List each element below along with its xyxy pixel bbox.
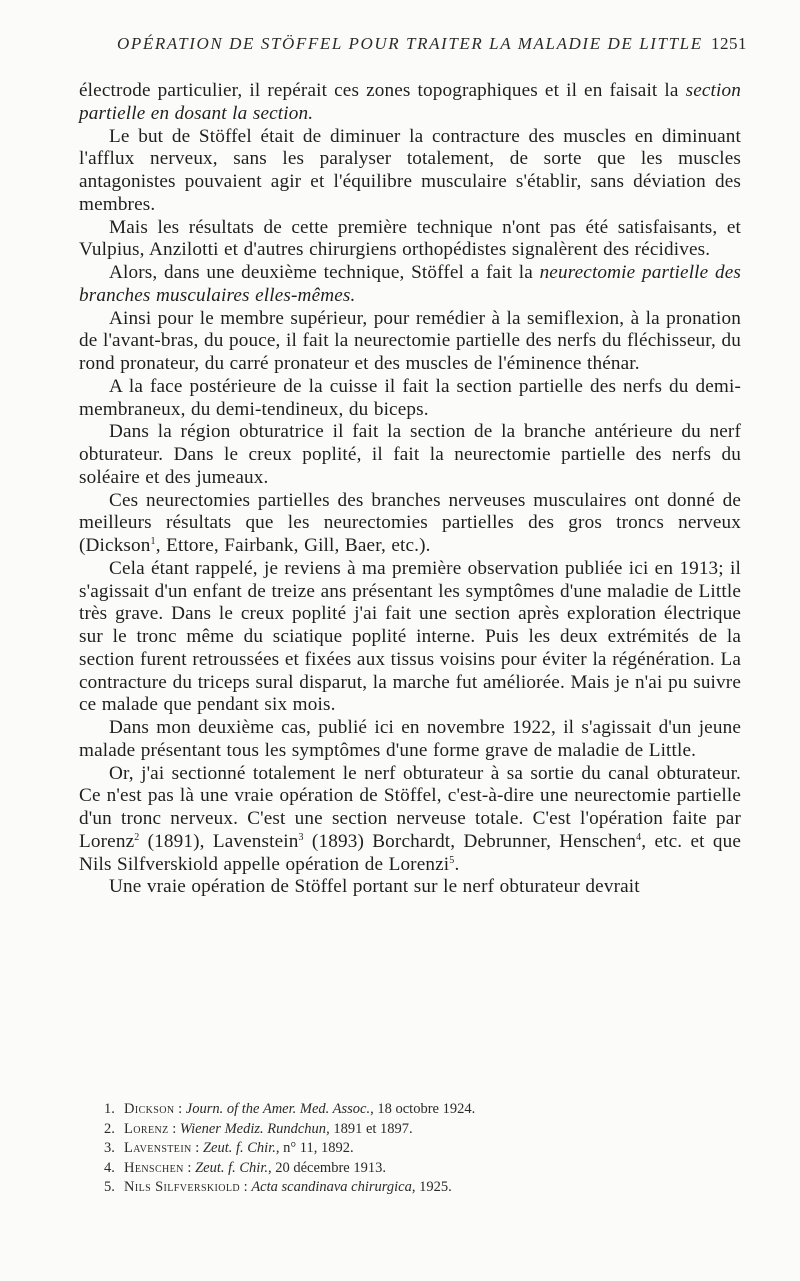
paragraph-6: A la face postérieure de la cuisse il fait la section partielle des nerfs du demi-membraneux, du demi-tendineux, du biceps. <box>79 375 741 420</box>
paragraph-12: Une vraie opération de Stöffel portant sur le nerf obturateur devrait <box>109 876 640 898</box>
footnote-details: , 1925. <box>411 1179 452 1195</box>
footnote-source: Zeut. f. Chir. <box>195 1159 268 1176</box>
paragraph-11-text-c: (1893) Borchardt, Debrunner, Henschen <box>303 830 637 852</box>
footnote-ref-1: 1 <box>150 536 156 547</box>
running-title: OPÉRATION DE STÖFFEL POUR TRAITER LA MALADIE DE LITTLE <box>117 34 703 53</box>
paragraph-8-text-end: , Ettore, Fairbank, Gill, Baer, etc.). <box>155 535 431 556</box>
footnote-author: Lavenstein <box>124 1140 192 1156</box>
paragraph-7: Dans la région obturatrice il fait la section de la branche antérieure du nerf obturateur. Dans le creux poplité, il fait la neurectomie partielle des nerfs du soléaire et des jumeaux. <box>79 421 741 488</box>
footnote-number: 5. <box>104 1179 115 1195</box>
footnote-5 <box>104 1178 724 1198</box>
footnotes <box>104 1100 724 1198</box>
footnote-source: Zeut. f. Chir. <box>202 1140 276 1156</box>
footnote-details: , 1891 et 1897. <box>326 1120 413 1137</box>
paragraph-8 <box>79 490 741 558</box>
footnote-separator: : <box>240 1179 252 1195</box>
footnote-details: , 18 octobre 1924. <box>370 1101 476 1117</box>
footnote-author: Lorenz <box>124 1120 169 1137</box>
footnote-author: Dickson <box>124 1101 175 1117</box>
footnote-ref-5: 5 <box>449 854 455 866</box>
footnote-3 <box>104 1139 724 1159</box>
footnote-source: Wiener Mediz. Rundchun <box>179 1120 327 1137</box>
footnote-author: Nils Silfverskiold <box>124 1179 241 1195</box>
paragraph-4 <box>79 262 741 308</box>
footnote-number: 3. <box>104 1140 115 1156</box>
paragraph-11-text: Or, j'ai sectionné totalement le nerf obturateur à sa sortie du canal obturateur. Ce n'est pas là une vraie opération de Stöffel, c'est-à-dire une neurectomie partielle d'un tronc nerveux. C'est une section nerveuse totale. C'est l'opération faite par Lorenz <box>79 762 741 852</box>
footnote-separator: : <box>168 1120 180 1137</box>
footnote-number: 4. <box>104 1159 115 1176</box>
paragraph-3: Mais les résultats de cette première technique n'ont pas été satisfaisants, et Vulpius, Anzilotti et d'autres chirurgiens orthopédistes signalèrent des récidives. <box>79 216 741 261</box>
page-number: 1251 <box>711 34 747 53</box>
paragraph-8-text: Ces neurectomies partielles des branches nerveuses musculaires ont donné de meilleurs résultats que les neurectomies partielles des gros troncs nerveux (Dickson <box>79 489 741 556</box>
footnote-details: , 20 décembre 1913. <box>268 1159 386 1176</box>
footnote-separator: : <box>183 1159 196 1176</box>
footnote-ref-3: 3 <box>298 831 304 843</box>
footnote-2 <box>104 1120 724 1140</box>
footnote-number: 2. <box>104 1120 115 1137</box>
paragraph-11 <box>79 763 741 877</box>
paragraph-11-text-b: (1891), Lavenstein <box>139 830 299 852</box>
footnote-number: 1. <box>104 1101 115 1117</box>
paragraph-1 <box>79 80 741 126</box>
footnote-separator: : <box>174 1101 186 1117</box>
paragraph-5: Ainsi pour le membre supérieur, pour remédier à la semiflexion, à la pronation de l'avant-bras, du pouce, il fait la neurectomie partielle des nerfs du fléchisseur, du rond pronateur, du carré pronateur et des muscles de l'éminence thénar. <box>79 307 741 374</box>
footnote-author: Henschen <box>124 1159 184 1176</box>
footnote-source: Journ. of the Amer. Med. Assoc. <box>185 1101 371 1117</box>
footnote-1 <box>104 1100 724 1120</box>
footnote-ref-2: 2 <box>134 831 140 843</box>
paragraph-11-text-e: . <box>454 853 460 875</box>
footnote-4 <box>104 1159 724 1179</box>
paragraph-10: Dans mon deuxième cas, publié ici en novembre 1922, il s'agissait d'un jeune malade présentant tous les symptômes d'une forme grave de maladie de Little. <box>79 717 741 761</box>
paragraph-11-text-d: , etc. et que Nils Silfverskiold appelle opération de Lorenzi <box>79 830 741 875</box>
paragraph-4-text: Alors, dans une deuxième technique, Stöffel a fait la <box>109 262 533 283</box>
paragraph-2: Le but de Stöffel était de diminuer la contracture des muscles en diminuant l'afflux nerveux, sans les paralyser totalement, de sorte que les muscles antagonistes pouvaient agir et l'équilibre musculaire s'établir, sans déviation des membres. <box>79 125 741 215</box>
paragraph-1-emphasis: section partielle en dosant la section. <box>79 80 741 124</box>
paragraph-4-emphasis: neurectomie partielle des branches musculaires elles-mêmes. <box>79 262 741 306</box>
footnote-details: , n° 11, 1892. <box>275 1140 354 1156</box>
body-text <box>79 80 741 899</box>
footnote-ref-4: 4 <box>636 831 642 843</box>
paragraph-9: Cela étant rappelé, je reviens à ma première observation publiée ici en 1913; il s'agissait d'un enfant de treize ans présentant les symptômes d'une maladie de Little très grave. Dans le creux poplité j'ai fait une section après exploration électrique sur le tronc même du sciatique poplité interne. Puis les deux extrémités de la section furent retroussées et fixées aux tissus voisins pour éviter la régénération. La contracture du triceps sural disparut, la marche fut améliorée. Mais je n'ai pu suivre ce malade que pendant six mois. <box>79 557 741 716</box>
footnote-source: Acta scandinava chirurgica <box>251 1179 412 1195</box>
paragraph-1-text: électrode particulier, il repérait ces zones topographiques et il en faisait la <box>79 80 679 101</box>
footnote-separator: : <box>191 1140 203 1156</box>
